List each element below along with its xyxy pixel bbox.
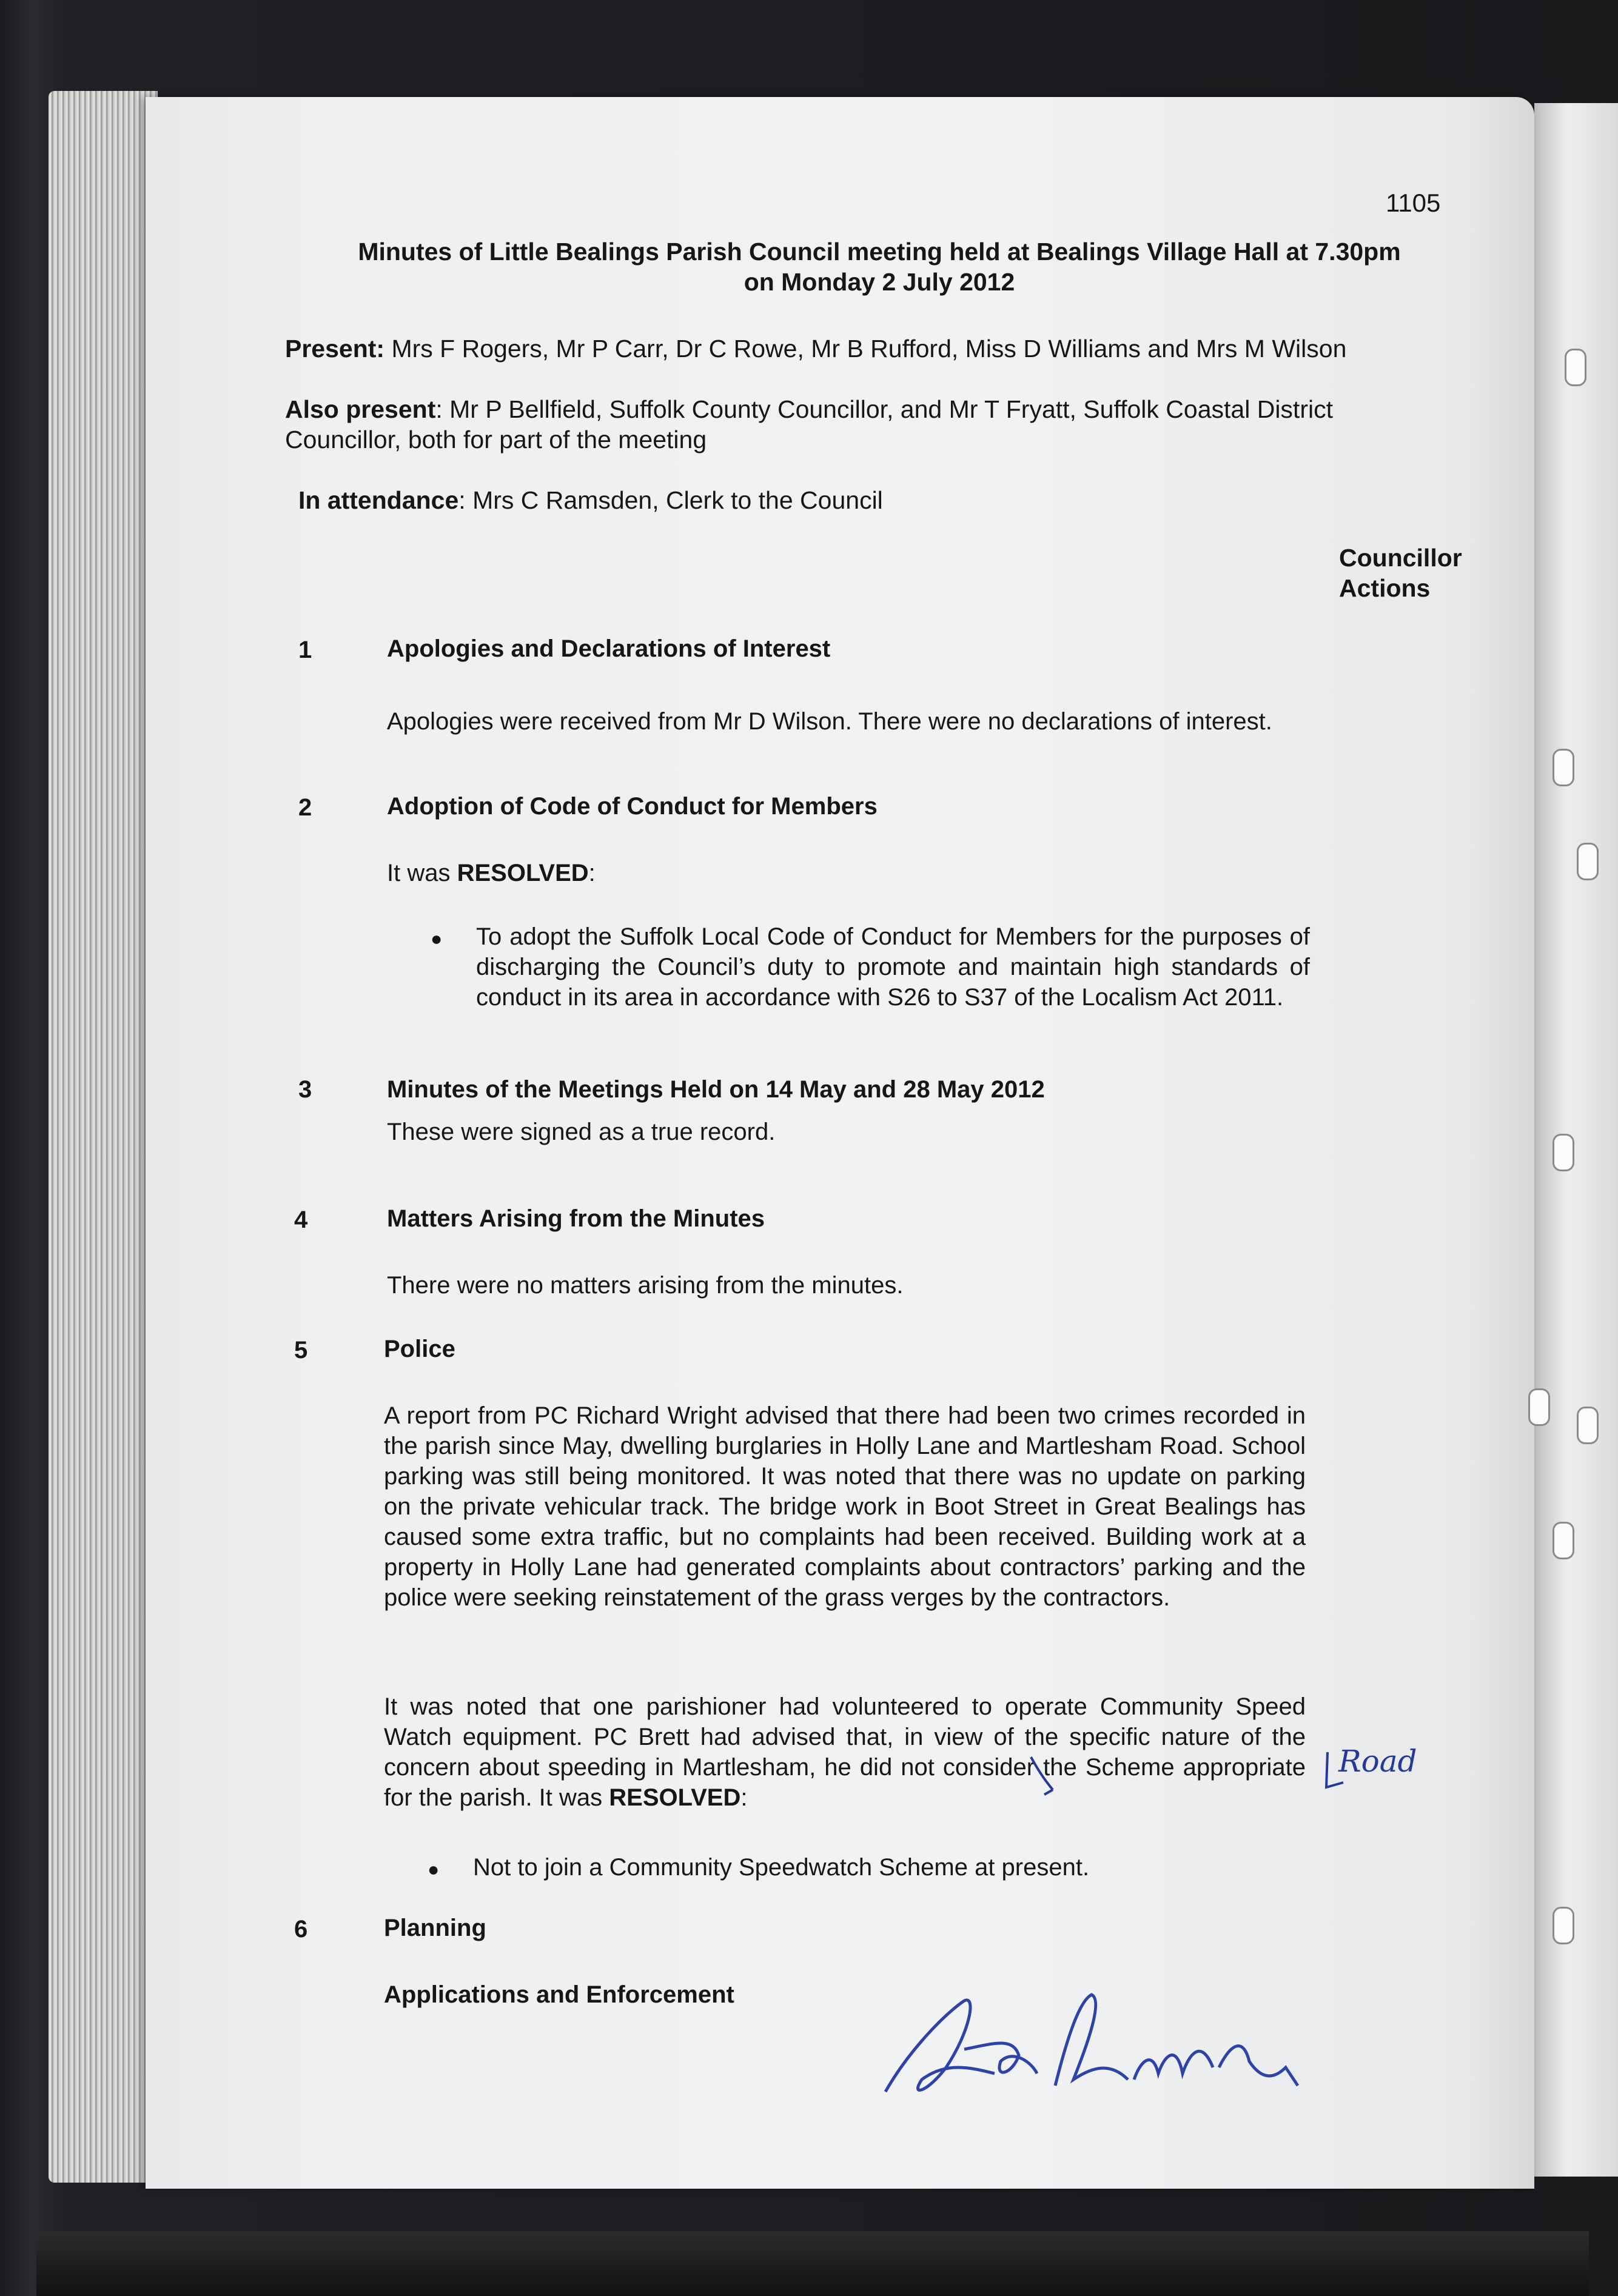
section-6-number: 6 — [294, 1916, 308, 1943]
actions-header-2: Actions — [1339, 574, 1431, 602]
section-5-para-2-suffix: : — [740, 1784, 748, 1811]
binder-hole-7 — [1553, 1522, 1574, 1559]
binder-hole-2 — [1553, 749, 1574, 786]
title-line-2: on Monday 2 July 2012 — [744, 268, 1015, 296]
section-5-bullet-text: Not to join a Community Speedwatch Scheme at present. — [473, 1854, 1090, 1881]
section-3-number: 3 — [298, 1076, 312, 1103]
binder-hole-5 — [1528, 1388, 1550, 1426]
facing-page-edge — [1534, 103, 1618, 2177]
signature — [873, 1976, 1371, 2116]
binder-hole-3 — [1577, 843, 1599, 880]
section-5-para-2 — [384, 1692, 1306, 1813]
attendance-label: In attendance — [298, 486, 459, 514]
binder-hole-4 — [1553, 1134, 1574, 1171]
section-1-body: Apologies were received from Mr D Wilson. There were no declarations of interest. — [387, 708, 1272, 735]
handwritten-road-text: Road — [1338, 1744, 1417, 1779]
actions-header-1: Councillor — [1339, 544, 1462, 572]
binder-cover-bottom — [36, 2231, 1589, 2296]
binder-hole-1 — [1565, 349, 1586, 386]
section-2-intro-suffix: : — [588, 860, 596, 886]
section-4-number: 4 — [294, 1207, 308, 1233]
section-2-intro — [387, 858, 596, 888]
section-4-heading: Matters Arising from the Minutes — [387, 1205, 765, 1232]
also-present-line-2: Councillor, both for part of the meeting — [285, 426, 707, 454]
section-5-para-2-text: It was noted that one parishioner had volunteered to operate Community Speed Watch equipment. PC Brett had advised that, in view of the specific nature of the concern about speeding in Martlesham, he did not consider the Scheme appropriate for the parish. It was — [384, 1693, 1306, 1811]
page-stack-edges — [49, 91, 158, 2183]
section-5-para-1: A report from PC Richard Wright advised that there had been two crimes recorded in the parish since May, dwelling burglaries in Holly Lane and Martlesham Road. School parking was still being monitored. It was noted that there was no update on parking on the private vehicular track. The bridge work in Boot Street in Great Bealings has caused some extra traffic, but no complaints had been received. Building work at a property in Holly Lane had generated complaints about contractors’ parking and the police were seeking reinstatement of the grass verges by the contractors. — [384, 1402, 1306, 1611]
section-2-number: 2 — [298, 794, 312, 821]
attendance-line — [298, 485, 883, 515]
section-2-intro-prefix: It was — [387, 860, 457, 886]
present-label: Present: — [285, 335, 385, 363]
also-present-label: Also present — [285, 395, 436, 423]
title-line-1: Minutes of Little Bealings Parish Council meeting held at Bealings Village Hall at 7.30pm — [358, 238, 1401, 266]
also-present-line-1 — [285, 394, 1333, 424]
section-3-heading: Minutes of the Meetings Held on 14 May and 28 May 2012 — [387, 1076, 1045, 1103]
section-5-heading: Police — [384, 1336, 455, 1362]
handwritten-insertion-mark — [1026, 1752, 1062, 1801]
section-2-resolved: RESOLVED — [457, 860, 589, 886]
section-5-resolved: RESOLVED — [609, 1784, 741, 1811]
section-5-bullet-dot: ● — [428, 1858, 440, 1880]
minutes-page — [146, 97, 1534, 2189]
binder-hole-6 — [1577, 1407, 1599, 1444]
present-names: Mrs F Rogers, Mr P Carr, Dr C Rowe, Mr B Rufford, Miss D Williams and Mrs M Wilson — [391, 335, 1347, 363]
section-2-heading: Adoption of Code of Conduct for Members — [387, 793, 878, 820]
binder-hole-8 — [1553, 1907, 1574, 1944]
also-present-text: : Mr P Bellfield, Suffolk County Councillor, and Mr T Fryatt, Suffolk Coastal District — [435, 395, 1333, 423]
section-6-subheading: Applications and Enforcement — [384, 1981, 734, 2008]
present-line — [285, 333, 1346, 364]
section-1-number: 1 — [298, 637, 312, 663]
section-1-heading: Apologies and Declarations of Interest — [387, 635, 831, 662]
section-6-heading: Planning — [384, 1915, 486, 1941]
section-3-body: These were signed as a true record. — [387, 1119, 776, 1145]
section-4-body: There were no matters arising from the minutes. — [387, 1272, 904, 1299]
page-number: 1105 — [1386, 189, 1441, 217]
handwritten-road — [1319, 1734, 1440, 1807]
section-5-number: 5 — [294, 1337, 308, 1364]
section-2-bullet-dot: ● — [431, 928, 443, 949]
section-2-bullet-text: To adopt the Suffolk Local Code of Conduct for Members for the purposes of discharging the Council’s duty to promote and maintain high standards of conduct in its area in accordance with S26 to S37 of the Localism Act 2011. — [476, 923, 1310, 1011]
attendance-text: : Mrs C Ramsden, Clerk to the Council — [458, 486, 883, 514]
